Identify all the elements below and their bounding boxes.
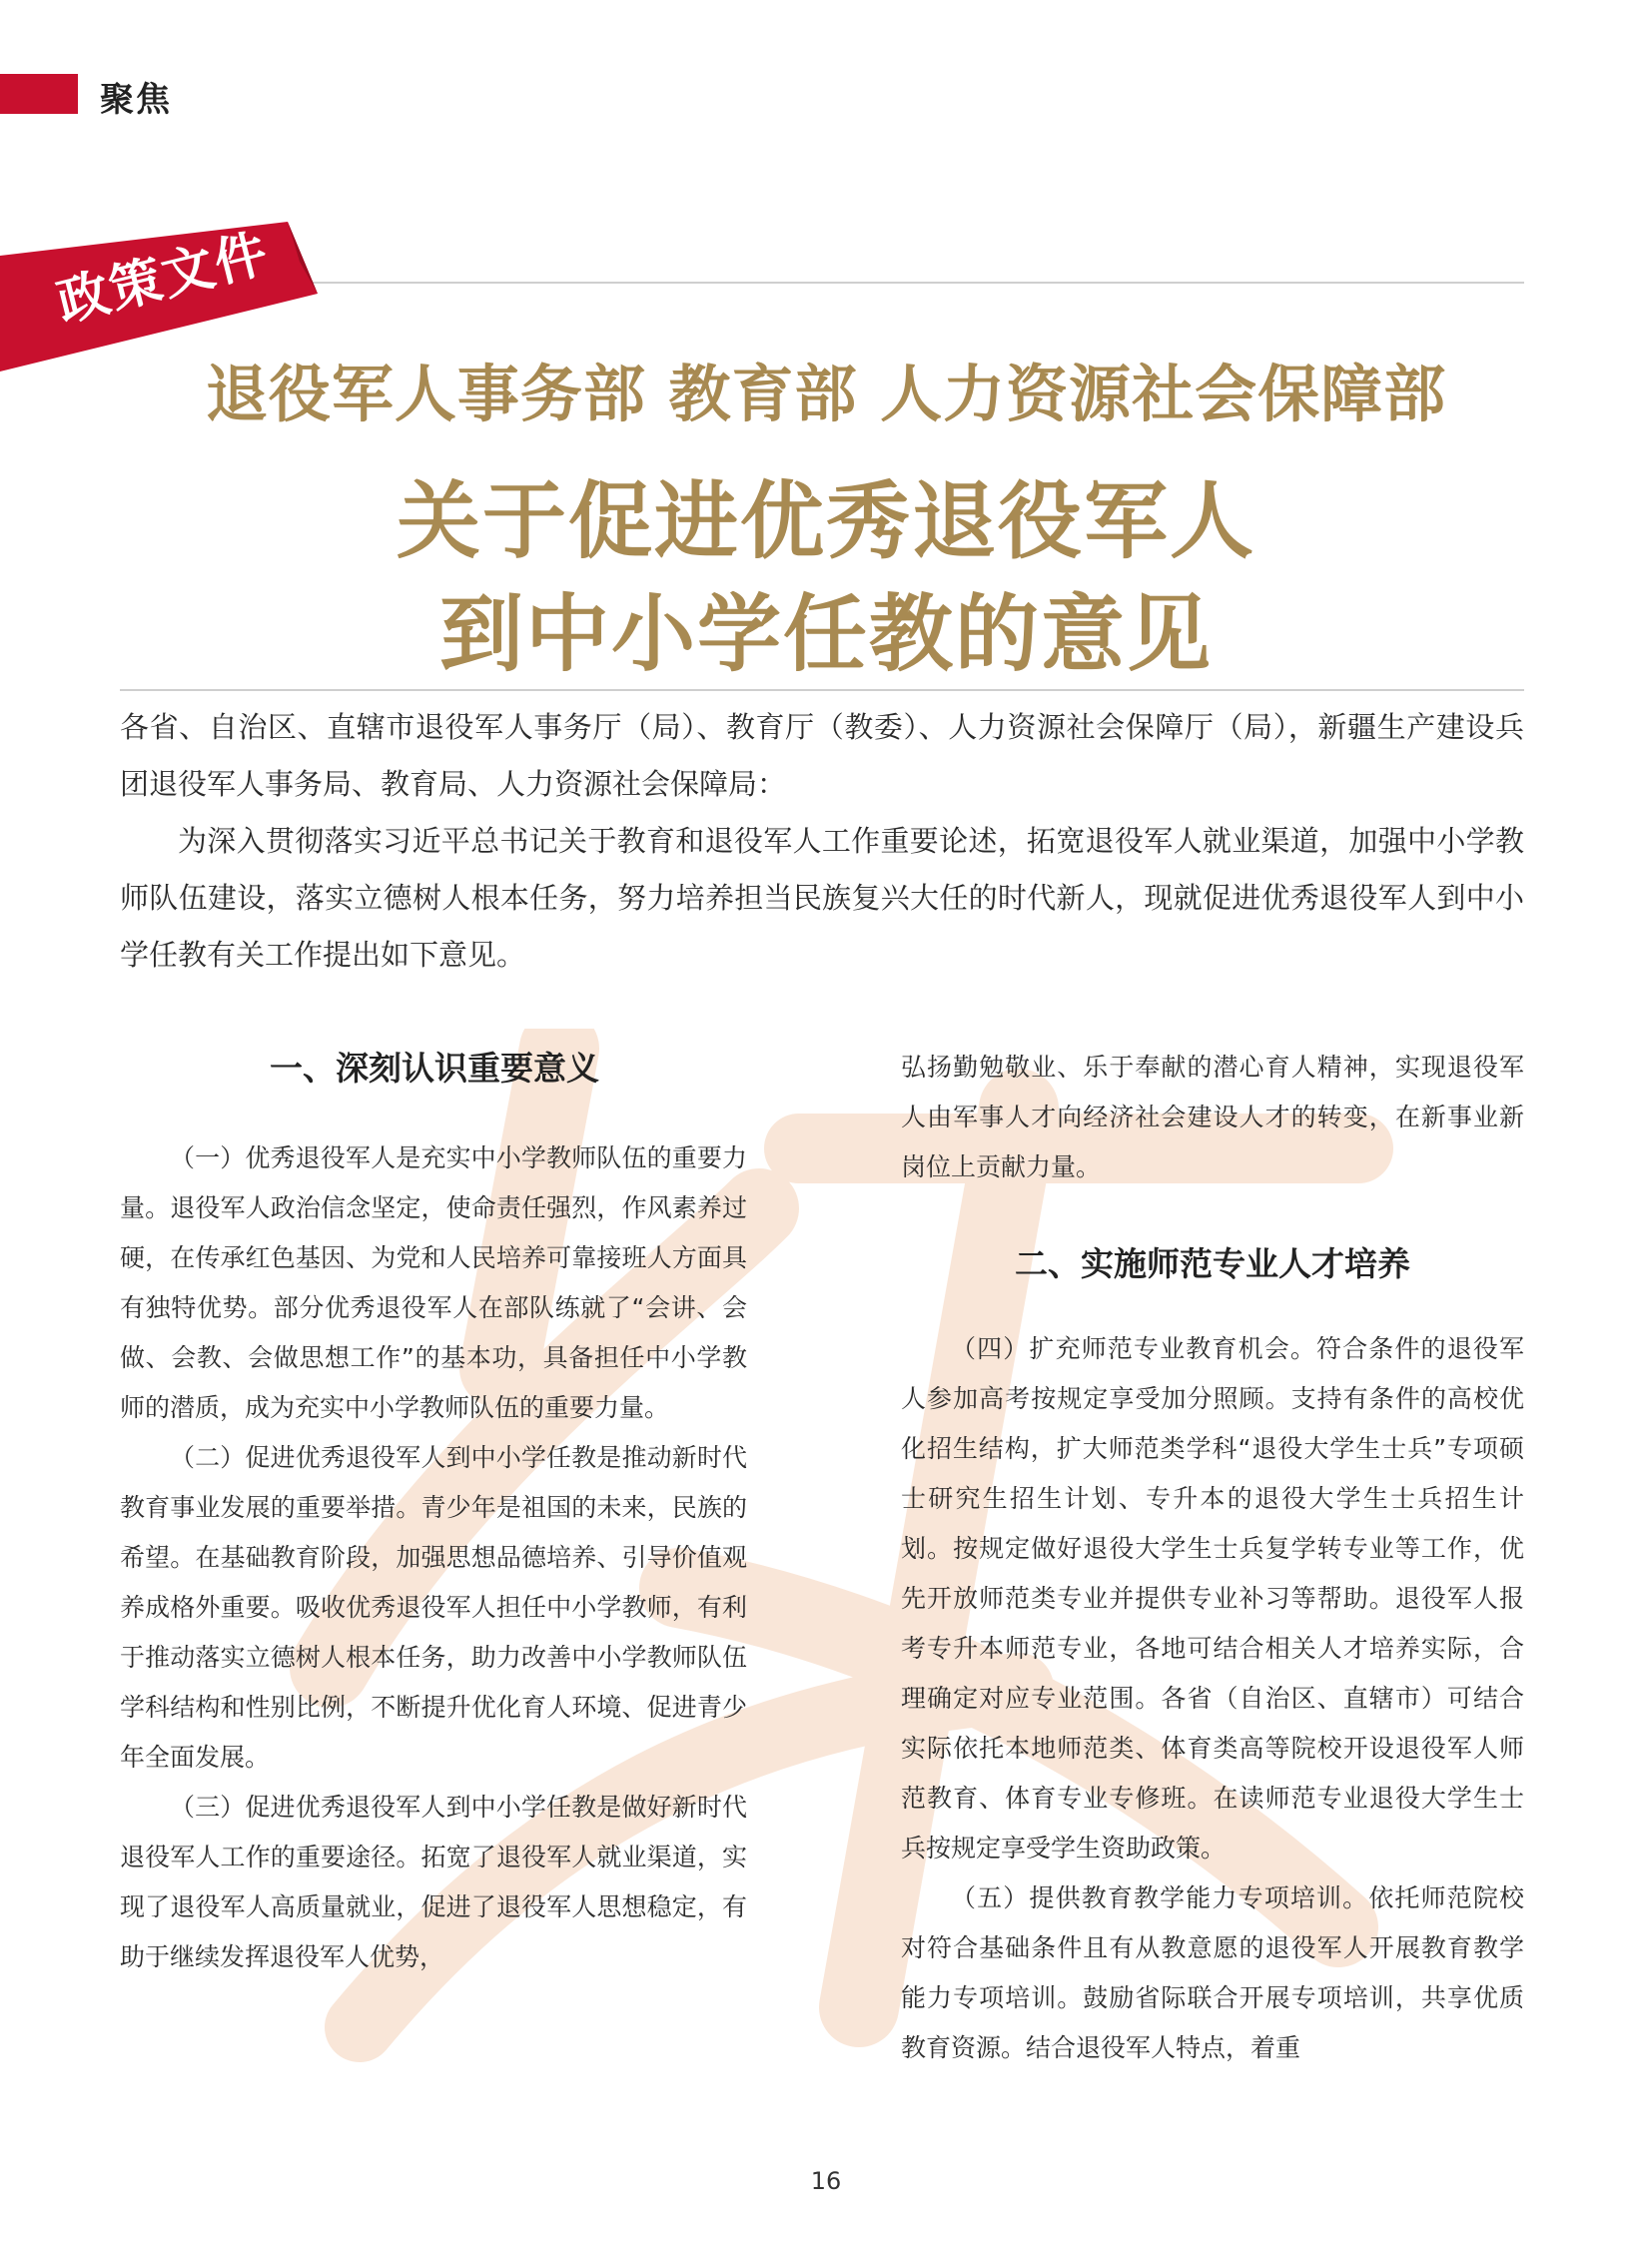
top-divider [240, 282, 1524, 284]
paragraph-3-continued: 弘扬勤勉敬业、乐于奉献的潜心育人精神，实现退役军人由军事人才向经济社会建设人才的转变，在新事业新岗位上贡献力量。 [901, 1053, 1524, 1181]
paragraph-1: （一）优秀退役军人是充实中小学教师队伍的重要力量。退役军人政治信念坚定，使命责任强烈，作风素养过硬，在传承红色基因、为党和人民培养可靠接班人方面具有独特优势。部分优秀退役军人在部队练就了“会讲、会做、会教、会做思想工作”的基本功，具备担任中小学教师的潜质，成为充实中小学教师队伍的重要力量。 [120, 1143, 747, 1422]
intro-block [120, 699, 1524, 984]
intro-body: 为深入贯彻落实习近平总书记关于教育和退役军人工作重要论述，拓宽退役军人就业渠道，加强中小学教师队伍建设，落实立德树人根本任务，努力培养担当民族复兴大任的时代新人，现就促进优秀退役军人到中小学任教有关工作提出如下意见。 [120, 824, 1524, 972]
left-column [120, 1133, 747, 1982]
main-title-line-2: 到中小学任教的意见 [438, 585, 1213, 683]
page-number: 16 [810, 2167, 842, 2195]
ribbon-label: 政策文件 [51, 222, 276, 335]
main-title-line-1: 关于促进优秀退役军人 [396, 472, 1255, 570]
section-heading-1: 一、深刻认识重要意义 [270, 1049, 599, 1088]
section-color-bar [0, 74, 78, 114]
paragraph-5: （五）提供教育教学能力专项培训。依托师范院校对符合基础条件且有从教意愿的退役军人开展教育教学能力专项培训。鼓励省际联合开展专项培训，共享优质教育资源。结合退役军人特点，着重 [901, 1883, 1524, 2062]
title-divider [120, 689, 1524, 691]
right-column-continuation [901, 1043, 1524, 1192]
right-column [901, 1324, 1524, 2073]
issuers-title: 退役军人事务部 教育部 人力资源社会保障部 [205, 358, 1447, 430]
section-heading-2: 二、实施师范专业人才培养 [1015, 1244, 1410, 1283]
section-label: 聚焦 [100, 80, 172, 120]
paragraph-2: （二）促进优秀退役军人到中小学任教是推动新时代教育事业发展的重要举措。青少年是祖国的未来，民族的希望。在基础教育阶段，加强思想品德培养、引导价值观养成格外重要。吸收优秀退役军人担任中小学教师，有利于推动落实立德树人根本任务，助力改善中小学教师队伍学科结构和性别比例，不断提升优化育人环境、促进青少年全面发展。 [120, 1443, 747, 1772]
paragraph-4: （四）扩充师范专业教育机会。符合条件的退役军人参加高考按规定享受加分照顾。支持有条件的高校优化招生结构，扩大师范类学科“退役大学生士兵”专项硕士研究生招生计划、专升本的退役大学生士兵招生计划。按规定做好退役大学生士兵复学转专业等工作，优先开放师范类专业并提供专业补习等帮助。退役军人报考专升本师范专业，各地可结合相关人才培养实际，合理确定对应专业范围。各省（自治区、直辖市）可结合实际依托本地师范类、体育类高等院校开设退役军人师范教育、体育专业专修班。在读师范专业退役大学生士兵按规定享受学生资助政策。 [901, 1334, 1524, 1863]
paragraph-3: （三）促进优秀退役军人到中小学任教是做好新时代退役军人工作的重要途径。拓宽了退役军人就业渠道，实现了退役军人高质量就业，促进了退役军人思想稳定，有助于继续发挥退役军人优势， [120, 1793, 747, 1971]
intro-salutation: 各省、自治区、直辖市退役军人事务厅（局）、教育厅（教委）、人力资源社会保障厅（局），新疆生产建设兵团退役军人事务局、教育局、人力资源社会保障局： [120, 710, 1524, 801]
